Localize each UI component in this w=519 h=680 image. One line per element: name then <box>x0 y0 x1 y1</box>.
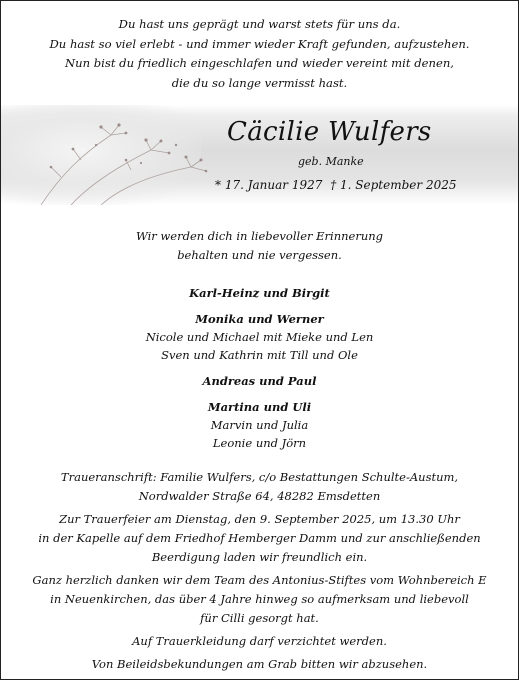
thanks-line: für Cilli gesorgt hat. <box>200 611 319 625</box>
memory-line: behalten und nie vergessen. <box>177 248 342 262</box>
poem-line: Du hast so viel erlebt - und immer wieder Kraft gefunden, aufzustehen. <box>49 36 470 51</box>
ceremony-line: Zur Trauerfeier am Dienstag, den 9. September 2025, um 13.30 Uhr <box>59 512 460 526</box>
poem-line: Du hast uns geprägt und warst stets für uns da. <box>118 17 401 31</box>
poem-line: Nun bist du friedlich eingeschlafen und wieder vereint mit denen, <box>65 56 454 70</box>
family-member: Leonie und Jörn <box>212 436 307 450</box>
deceased-name: Cäcilie Wulfers <box>227 117 432 147</box>
address-line: Nordwalder Straße 64, 48282 Emsdetten <box>138 489 381 503</box>
family-head: Andreas und Paul <box>202 374 317 388</box>
family-member: Sven und Kathrin mit Till und Ole <box>161 348 358 362</box>
birth-date: * 17. Januar 1927 <box>215 178 323 192</box>
ceremony-line: Beerdigung laden wir freundlich ein. <box>151 550 368 564</box>
family-member: Nicole und Michael mit Mieke und Len <box>145 330 374 344</box>
opening-poem <box>1 15 518 93</box>
dress-note: Auf Trauerkleidung darf verzichtet werden. <box>132 634 387 648</box>
memory-text <box>1 227 518 265</box>
family-head: Monika und Werner <box>195 312 324 326</box>
memory-line: Wir werden dich in liebevoller Erinnerung <box>135 229 384 243</box>
address-line: Traueranschrift: Familie Wulfers, c/o Bestattungen Schulte-Austum, <box>60 470 459 484</box>
thanks-line: Ganz herzlich danken wir dem Team des Antonius-Stiftes vom Wohnbereich E <box>32 573 487 587</box>
family-head: Martina und Uli <box>207 400 312 414</box>
thanks-line: in Neuenkirchen, das über 4 Jahre hinweg so aufmerksam und liebevoll <box>50 592 469 606</box>
family-member: Marvin und Julia <box>210 418 309 432</box>
poem-line: die du so lange vermisst hast. <box>171 75 348 90</box>
death-date: † 1. September 2025 <box>330 178 457 192</box>
dried-flowers-image <box>1 105 231 205</box>
birth-name: geb. Manke <box>298 155 364 168</box>
life-dates <box>213 178 458 192</box>
funeral-info <box>1 468 518 674</box>
mourners-list <box>1 284 518 452</box>
ceremony-line: in der Kapelle auf dem Friedhof Hemberger Damm und zur anschließenden <box>38 531 481 545</box>
condolence-note: Von Beileidsbekundungen am Grab bitten wir abzusehen. <box>91 657 428 671</box>
family-head: Karl-Heinz und Birgit <box>189 286 330 300</box>
